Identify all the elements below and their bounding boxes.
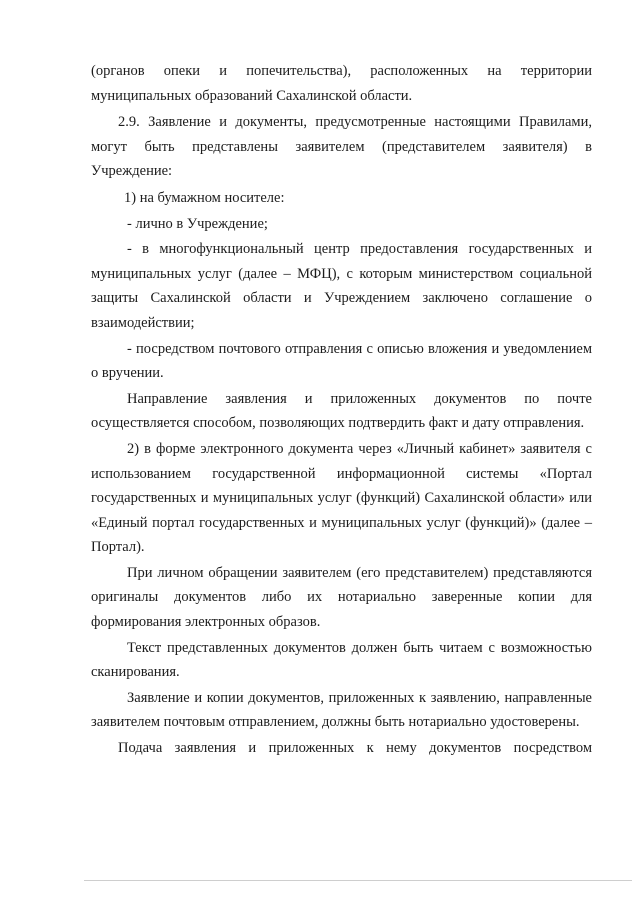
paragraph-8: 2) в форме электронного документа через «Личный кабинет» заявителя с использованием государственной информационной системы «Портал государственных и муниципальных услуг (функций) Сахалинской области» или «Единый портал государственных и муниципальных услуг (функций)» (далее – Портал).	[91, 440, 592, 556]
paragraph-7: Направление заявления и приложенных документов по почте осуществляется способом, позволяющих подтвердить факт и дату отправления.	[91, 390, 592, 432]
scan-edge-line	[84, 880, 632, 881]
paragraph-6: - посредством почтового отправления с описью вложения и уведомлением о вручении.	[91, 340, 592, 382]
paragraph-11: Заявление и копии документов, приложенных к заявлению, направленные заявителем почтовым отправлением, должны быть нотариально удостоверены.	[91, 689, 592, 731]
paragraph-10: Текст представленных документов должен быть читаем с возможностью сканирования.	[91, 639, 592, 681]
paragraph-4: - лично в Учреждение;	[127, 215, 268, 232]
paragraph-2: 2.9. Заявление и документы, предусмотренные настоящими Правилами, могут быть представлены заявителем (представителем заявителя) в Учреждение:	[91, 114, 592, 180]
paragraph-12: Подача заявления и приложенных к нему документов посредством	[118, 740, 592, 757]
paragraph-9: При личном обращении заявителем (его представителем) представляются оригиналы документов либо их нотариально заверенные копии для формирования электронных образов.	[91, 564, 592, 631]
paragraph-1: (органов опеки и попечительства), расположенных на территории муниципальных образований Сахалинской области.	[91, 63, 592, 104]
paragraph-3: 1) на бумажном носителе:	[124, 189, 285, 206]
paragraph-5: - в многофункциональный центр предоставления государственных и муниципальных услуг (далее – МФЦ), с которым министерством социальной защиты Сахалинской области и Учреждением заключено соглашение о взаимодействии;	[91, 241, 592, 331]
